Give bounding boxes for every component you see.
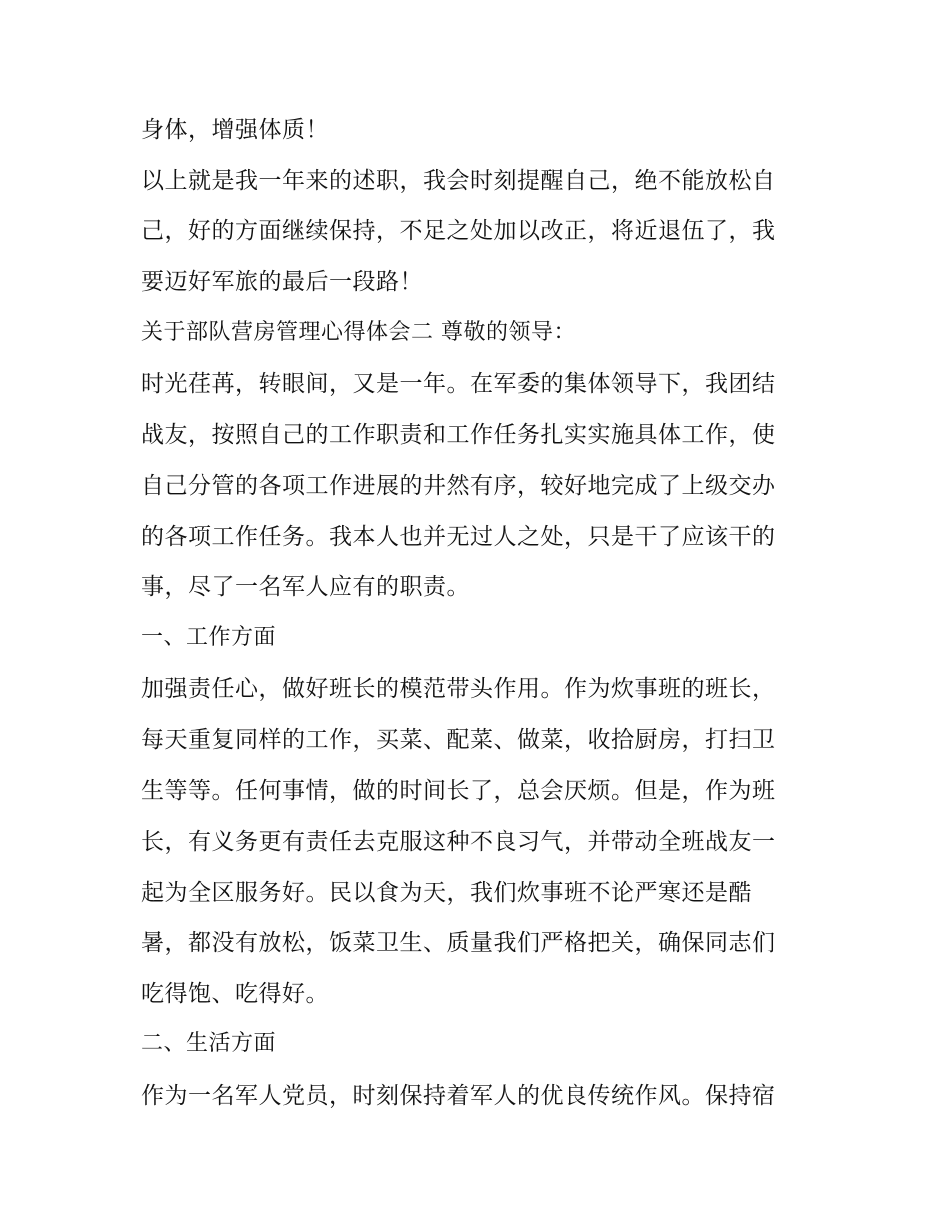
text-line: 战友，按照自己的工作职责和工作任务扎实实施具体工作，使 [141,422,776,448]
text-line: 事，尽了一名军人应有的职责。 [141,574,470,600]
text-line: 起为全区服务好。民以食为天，我们炊事班不论严寒还是酷 [141,880,752,906]
text-line: 生等等。任何事情，做的时间长了，总会厌烦。但是，作为班 [141,778,776,804]
section-title: 关于部队营房管理心得体会二 尊敬的领导： [141,320,576,345]
text-line: 长，有义务更有责任去克服这种不良习气，并带动全班战友一 [141,829,776,855]
text-line: 自己分管的各项工作进展的井然有序，较好地完成了上级交办 [141,473,776,499]
text-line: 每天重复同样的工作，买菜、配菜、做菜，收拾厨房，打扫卫 [141,727,776,753]
text-line: 时光荏苒，转眼间，又是一年。在军委的集体领导下，我团结 [141,371,776,397]
text-line: 吃得饱、吃得好。 [141,981,329,1007]
text-line: 身体，增强体质！ [141,117,329,143]
text-line: 己，好的方面继续保持，不足之处加以改正，将近退伍了，我 [141,218,776,244]
section-heading: 一、工作方面 [141,625,277,650]
section-heading: 二、生活方面 [141,1031,277,1056]
text-line: 加强责任心，做好班长的模范带头作用。作为炊事班的班长， [141,676,776,702]
text-line: 要迈好军旅的最后一段路！ [141,269,423,295]
text-line: 暑，都没有放松，饭菜卫生、质量我们严格把关，确保同志们 [141,930,776,956]
text-line: 的各项工作任务。我本人也并无过人之处，只是干了应该干的 [141,524,776,550]
text-line: 以上就是我一年来的述职，我会时刻提醒自己，绝不能放松自 [141,168,776,194]
text-line: 作为一名军人党员，时刻保持着军人的优良传统作风。保持宿 [141,1083,776,1109]
